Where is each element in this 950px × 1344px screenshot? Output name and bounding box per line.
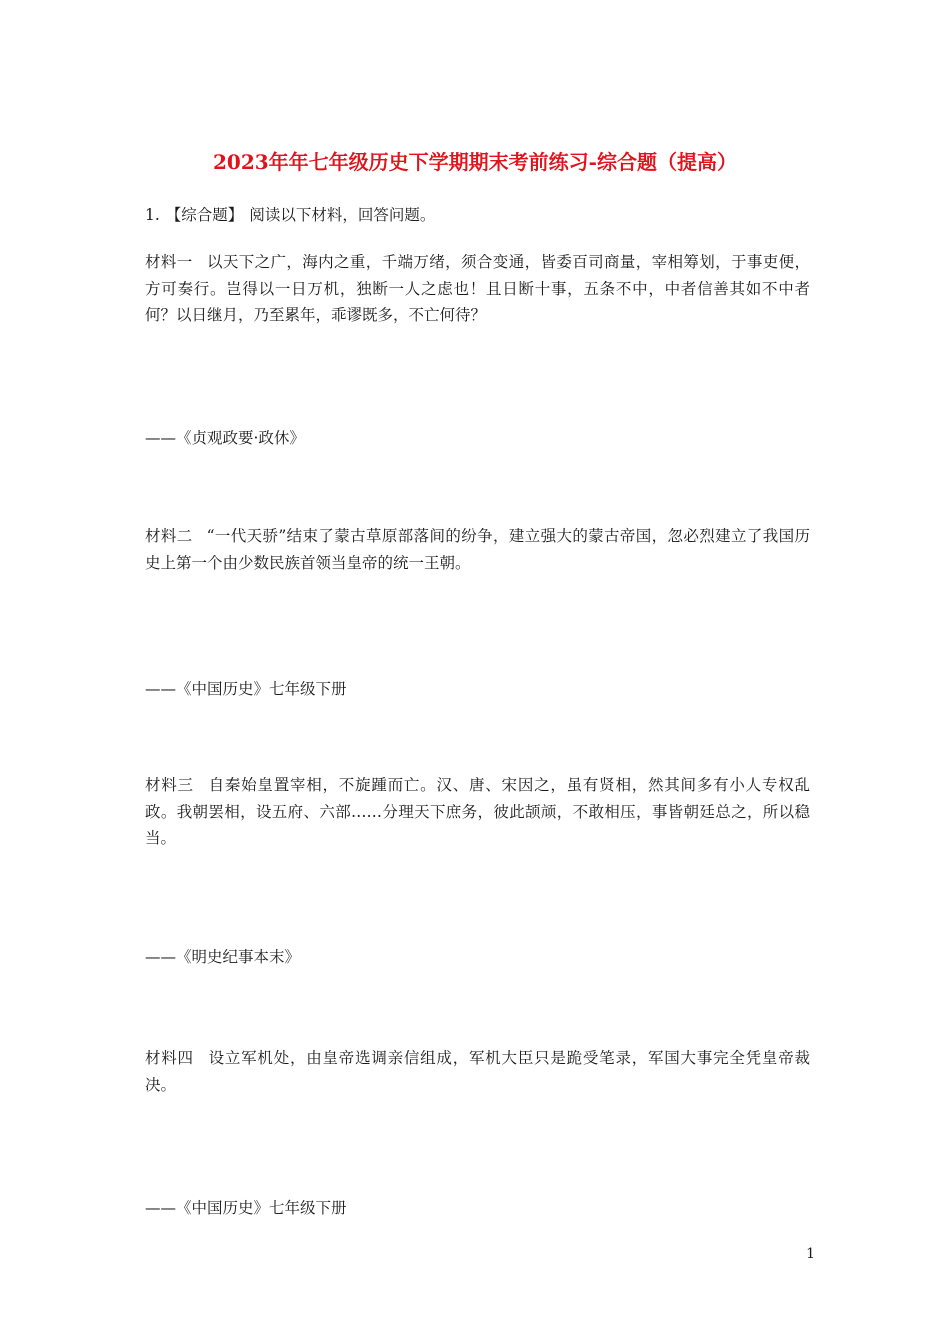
question-type-tag: 【综合题】 bbox=[165, 206, 244, 224]
material-3-source: ——《明史纪事本末》 bbox=[145, 948, 301, 966]
material-4 bbox=[145, 1045, 810, 1098]
material-4-source: ——《中国历史》七年级下册 bbox=[145, 1199, 347, 1217]
material-4-text: 设立军机处，由皇帝选调亲信组成，军机大臣只是跪受笔录，军国大事完全凭皇帝裁决。 bbox=[145, 1049, 810, 1094]
material-2 bbox=[145, 523, 810, 576]
question-instruction: 阅读以下材料，回答问题。 bbox=[249, 206, 436, 224]
material-2-label: 材料二 bbox=[145, 527, 193, 545]
material-3-label: 材料三 bbox=[145, 776, 194, 794]
page-title: 2023年年七年级历史下学期期末考前练习-综合题（提高） bbox=[213, 150, 737, 174]
material-4-label: 材料四 bbox=[145, 1049, 194, 1067]
material-2-source: ——《中国历史》七年级下册 bbox=[145, 680, 347, 698]
page-number: 1 bbox=[806, 1246, 815, 1262]
material-1-source: ——《贞观政要·政休》 bbox=[145, 429, 305, 447]
material-2-text: “一代天骄”结束了蒙古草原部落间的纷争，建立强大的蒙古帝国，忽必烈建立了我国历史上第一个由少数民族首领当皇帝的统一王朝。 bbox=[145, 527, 810, 572]
material-1 bbox=[145, 249, 810, 329]
question-intro bbox=[145, 202, 810, 229]
material-1-label: 材料一 bbox=[145, 253, 193, 271]
material-3 bbox=[145, 772, 810, 852]
question-number: 1. bbox=[145, 206, 160, 224]
material-1-text: 以天下之广，海内之重，千端万绪，须合变通，皆委百司商量，宰相筹划，于事吏便，方可奏行。岂得以一日万机，独断一人之虑也！且日断十事，五条不中，中者信善其如不中者何？以日继月，乃至累年，乖谬既多，不亡何待？ bbox=[145, 253, 810, 324]
material-3-text: 自秦始皇置宰相，不旋踵而亡。汉、唐、宋因之，虽有贤相，然其间多有小人专权乱政。我朝罢相，设五府、六部……分理天下庶务，彼此颉颃，不敢相压，事皆朝廷总之，所以稳当。 bbox=[145, 776, 810, 847]
